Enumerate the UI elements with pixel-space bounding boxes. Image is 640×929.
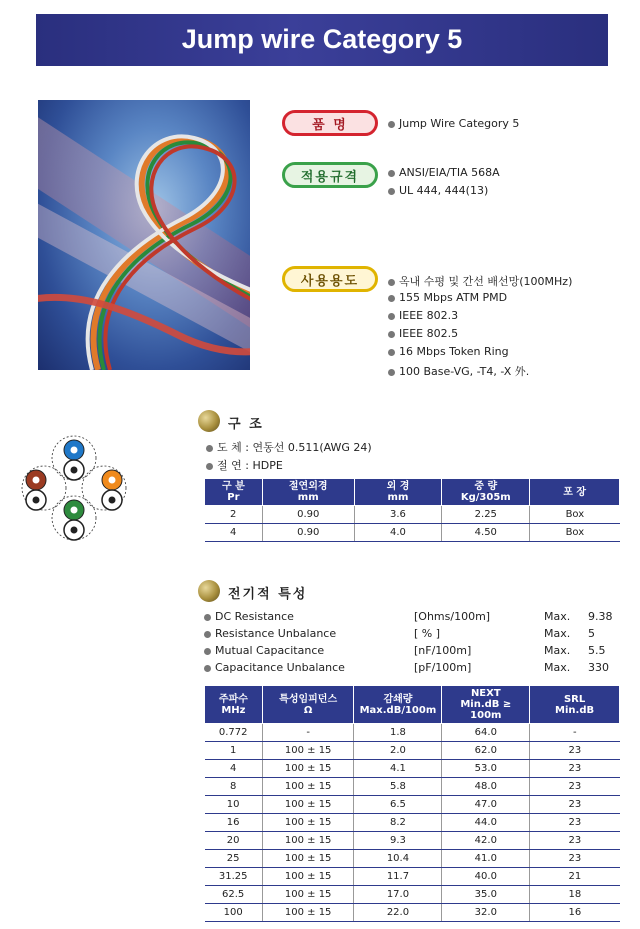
product-label-text: 품 명 — [312, 118, 348, 133]
table-cell: 100 ± 15 — [262, 814, 354, 832]
table-cell: 23 — [530, 814, 620, 832]
table-row — [205, 506, 620, 524]
cable-illustration — [38, 100, 250, 370]
table-cell: 2.25 — [442, 506, 530, 524]
insulation-text: 절 연 : HDPE — [217, 459, 283, 472]
table-cell: 18 — [530, 886, 620, 904]
table-cell: 0.772 — [205, 724, 263, 742]
table-row — [205, 524, 620, 542]
header-cell — [354, 479, 442, 506]
table-cell: 1.8 — [354, 724, 442, 742]
table-cell: 10.4 — [354, 850, 442, 868]
table-row — [205, 814, 620, 832]
table-cell: - — [530, 724, 620, 742]
header-text: 감쇄량 — [383, 693, 413, 705]
table-row — [205, 868, 620, 886]
standard-text-1: UL 444, 444(13) — [399, 184, 489, 197]
table-cell: 1 — [205, 742, 263, 760]
table-cell: 0.90 — [262, 524, 354, 542]
table-row — [205, 760, 620, 778]
table-cell: 9.3 — [354, 832, 442, 850]
table-cell: 41.0 — [442, 850, 530, 868]
bullet-icon — [206, 463, 213, 470]
table-cell: 3.6 — [354, 506, 442, 524]
table-cell: 62.0 — [442, 742, 530, 760]
table-row — [205, 886, 620, 904]
header-cell — [530, 479, 620, 506]
electrical-table — [204, 685, 620, 922]
standard-value-1 — [388, 184, 488, 197]
table-cell: 17.0 — [354, 886, 442, 904]
table-cell: 100 ± 15 — [262, 868, 354, 886]
section-bullet-icon — [198, 410, 220, 432]
header-text: SRL — [563, 693, 586, 705]
bullet-icon — [204, 631, 211, 638]
table-cell: 4 — [205, 760, 263, 778]
table-cell: 47.0 — [442, 796, 530, 814]
pair-blue — [64, 440, 84, 480]
table-cell: 23 — [530, 850, 620, 868]
pair-green — [64, 500, 84, 540]
bullet-icon — [388, 121, 395, 128]
application-value-4 — [388, 345, 509, 358]
electrical-table-body — [205, 724, 620, 922]
header-text: 포 장 — [563, 486, 587, 498]
conductor-line — [206, 439, 372, 455]
header-text: 절연외경 — [288, 481, 328, 492]
bullet-icon — [206, 445, 213, 452]
header-unit: Max.dB/100m — [359, 704, 437, 716]
header-cell — [262, 686, 354, 724]
table-cell: 16 — [530, 904, 620, 922]
table-cell: 5.8 — [354, 778, 442, 796]
table-cell: 31.25 — [205, 868, 263, 886]
table-cell: 100 ± 15 — [262, 832, 354, 850]
bullet-icon — [388, 331, 395, 338]
pair-orange — [102, 470, 122, 510]
structure-table-header — [205, 479, 620, 506]
standard-label-text: 적용규격 — [300, 170, 360, 185]
table-cell: 62.5 — [205, 886, 263, 904]
title-banner — [36, 14, 608, 66]
elec-name: DC Resistance — [215, 610, 294, 623]
header-cell — [354, 686, 442, 724]
table-cell: 32.0 — [442, 904, 530, 922]
elec-item-3 — [204, 661, 345, 674]
bullet-icon — [204, 665, 211, 672]
product-text: Jump Wire Category 5 — [399, 117, 520, 130]
header-unit: Pr — [227, 492, 240, 503]
product-value — [388, 117, 519, 130]
elec-unit-1: [ % ] — [414, 627, 441, 640]
table-cell: 100 ± 15 — [262, 886, 354, 904]
conductor-text: 도 체 : 연동선 0.511(AWG 24) — [217, 441, 372, 454]
table-row — [205, 742, 620, 760]
header-unit: Ω — [303, 704, 313, 716]
table-cell: 64.0 — [442, 724, 530, 742]
header-unit: mm — [387, 492, 409, 503]
table-row — [205, 832, 620, 850]
header-unit: Min.dB ≥ 100m — [460, 699, 512, 721]
elec-name: Resistance Unbalance — [215, 627, 337, 640]
table-cell: 100 ± 15 — [262, 778, 354, 796]
cable-photo — [38, 100, 250, 370]
application-text-3: IEEE 802.5 — [399, 327, 459, 340]
table-cell: 23 — [530, 832, 620, 850]
table-cell: 53.0 — [442, 760, 530, 778]
header-cell — [205, 479, 263, 506]
header-unit: Min.dB — [555, 704, 595, 716]
table-cell: 48.0 — [442, 778, 530, 796]
table-cell: 35.0 — [442, 886, 530, 904]
table-cell: 100 ± 15 — [262, 742, 354, 760]
application-value-2 — [388, 309, 458, 322]
bullet-icon — [388, 188, 395, 195]
table-cell: 0.90 — [262, 506, 354, 524]
header-text: NEXT — [470, 688, 501, 699]
table-cell: Box — [530, 524, 620, 542]
table-cell: 8 — [205, 778, 263, 796]
application-value-5 — [388, 363, 529, 379]
page-title: Jump wire Category 5 — [181, 24, 463, 54]
table-cell: 6.5 — [354, 796, 442, 814]
electrical-heading: 전기적 특성 — [228, 587, 308, 602]
table-cell: 4.50 — [442, 524, 530, 542]
application-value-3 — [388, 327, 458, 340]
structure-heading: 구 조 — [228, 417, 264, 432]
header-cell — [442, 686, 530, 724]
structure-table — [204, 478, 620, 542]
bullet-icon — [388, 279, 395, 286]
elec-max-3: Max. — [544, 661, 571, 674]
table-cell: 10 — [205, 796, 263, 814]
table-cell: 100 ± 15 — [262, 850, 354, 868]
header-text: 특성임피던스 — [279, 693, 338, 705]
elec-unit-3: [pF/100m] — [414, 661, 472, 674]
application-value-1 — [388, 291, 507, 304]
table-cell: 100 ± 15 — [262, 904, 354, 922]
table-cell: 4.1 — [354, 760, 442, 778]
header-unit: Kg/305m — [460, 492, 511, 503]
header-text: 중 량 — [474, 481, 498, 492]
bullet-icon — [204, 648, 211, 655]
header-text: 주파수 — [218, 693, 248, 705]
table-cell: 100 — [205, 904, 263, 922]
table-cell: 2.0 — [354, 742, 442, 760]
application-label — [282, 266, 378, 292]
bullet-icon — [388, 295, 395, 302]
header-text: 외 경 — [386, 481, 410, 492]
bullet-icon — [388, 369, 395, 376]
table-cell: 44.0 — [442, 814, 530, 832]
header-unit: mm — [297, 492, 319, 503]
header-cell — [530, 686, 620, 724]
elec-item-1 — [204, 627, 336, 640]
elec-item-2 — [204, 644, 324, 657]
standard-text-0: ANSI/EIA/TIA 568A — [399, 166, 500, 179]
product-label — [282, 110, 378, 136]
application-text-4: 16 Mbps Token Ring — [399, 345, 509, 358]
table-cell: 20 — [205, 832, 263, 850]
table-row — [205, 904, 620, 922]
application-text-1: 155 Mbps ATM PMD — [399, 291, 508, 304]
elec-value-3: 330 — [588, 661, 609, 674]
header-cell — [205, 686, 263, 724]
application-text-2: IEEE 802.3 — [399, 309, 459, 322]
table-cell: 4.0 — [354, 524, 442, 542]
elec-unit-2: [nF/100m] — [414, 644, 472, 657]
standard-value-0 — [388, 166, 500, 179]
standard-label — [282, 162, 378, 188]
table-cell: 2 — [205, 506, 263, 524]
bullet-icon — [388, 313, 395, 320]
elec-value-2: 5.5 — [588, 644, 606, 657]
table-row — [205, 778, 620, 796]
table-row — [205, 850, 620, 868]
elec-value-0: 9.38 — [588, 610, 613, 623]
insulation-line — [206, 457, 283, 473]
bullet-icon — [204, 614, 211, 621]
elec-item-0 — [204, 610, 294, 623]
table-cell: 23 — [530, 760, 620, 778]
electrical-table-header — [205, 686, 620, 724]
table-cell: 16 — [205, 814, 263, 832]
table-row — [205, 796, 620, 814]
table-cell: 22.0 — [354, 904, 442, 922]
elec-max-1: Max. — [544, 627, 571, 640]
header-text: 구 분 — [222, 481, 245, 492]
bullet-icon — [388, 349, 395, 356]
application-value-0 — [388, 273, 572, 289]
table-cell: - — [262, 724, 354, 742]
elec-max-0: Max. — [544, 610, 571, 623]
application-label-text: 사용용도 — [300, 274, 360, 289]
elec-unit-0: [Ohms/100m] — [414, 610, 491, 623]
table-cell: 100 ± 15 — [262, 760, 354, 778]
table-cell: 40.0 — [442, 868, 530, 886]
table-row — [205, 724, 620, 742]
cable-cross-section-diagram — [14, 432, 134, 556]
table-cell: 25 — [205, 850, 263, 868]
table-cell: 8.2 — [354, 814, 442, 832]
pair-brown — [26, 470, 46, 510]
bullet-icon — [388, 170, 395, 177]
table-cell: 21 — [530, 868, 620, 886]
table-cell: 23 — [530, 796, 620, 814]
elec-name: Mutual Capacitance — [215, 644, 325, 657]
header-cell — [442, 479, 530, 506]
header-unit: MHz — [221, 704, 246, 716]
elec-value-1: 5 — [588, 627, 595, 640]
table-cell: 23 — [530, 778, 620, 796]
application-text-0: 옥내 수평 및 간선 배선망(100MHz) — [399, 275, 573, 288]
section-bullet-icon — [198, 580, 220, 602]
application-text-5: 100 Base-VG, -T4, -X 外. — [399, 365, 530, 378]
table-cell: 42.0 — [442, 832, 530, 850]
table-cell: 11.7 — [354, 868, 442, 886]
elec-name: Capacitance Unbalance — [215, 661, 345, 674]
table-cell: 100 ± 15 — [262, 796, 354, 814]
table-cell: 4 — [205, 524, 263, 542]
elec-max-2: Max. — [544, 644, 571, 657]
header-cell — [262, 479, 354, 506]
table-cell: 23 — [530, 742, 620, 760]
table-cell: Box — [530, 506, 620, 524]
